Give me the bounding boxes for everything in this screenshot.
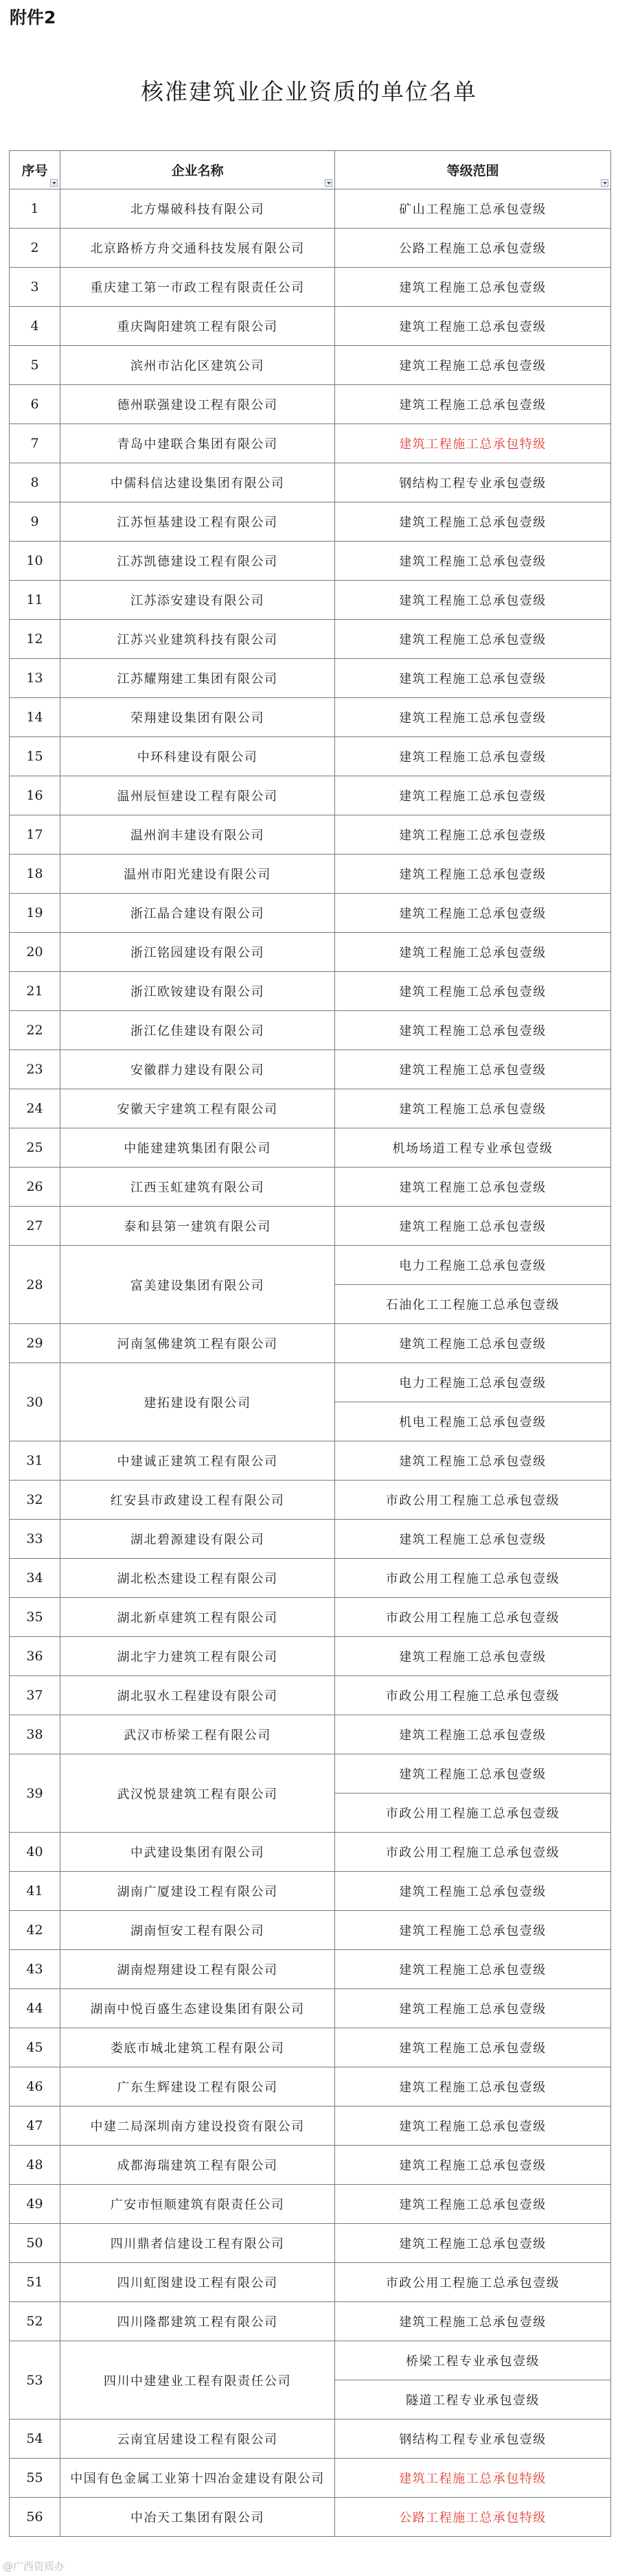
cell-qualification-level: 建筑工程施工总承包壹级 xyxy=(335,2107,611,2146)
cell-company-name: 中儒科信达建设集团有限公司 xyxy=(60,463,335,502)
cell-company-name: 温州润丰建设有限公司 xyxy=(60,815,335,855)
table-row xyxy=(10,1911,611,1950)
table-row xyxy=(10,2420,611,2459)
cell-seq: 25 xyxy=(10,1128,60,1168)
cell-company-name: 温州市阳光建设有限公司 xyxy=(60,855,335,894)
cell-company-name: 湖南中悦百盛生态建设集团有限公司 xyxy=(60,1989,335,2028)
cell-qualification-level: 建筑工程施工总承包壹级 xyxy=(335,1011,611,1050)
cell-seq: 46 xyxy=(10,2067,60,2107)
cell-seq: 29 xyxy=(10,1324,60,1363)
cell-qualification-level: 建筑工程施工总承包壹级 xyxy=(335,2224,611,2263)
cell-qualification-level: 建筑工程施工总承包壹级 xyxy=(335,1207,611,1246)
cell-company-name: 江苏凯德建设工程有限公司 xyxy=(60,542,335,581)
table-row xyxy=(10,855,611,894)
table-row xyxy=(10,1833,611,1872)
cell-qualification-level: 建筑工程施工总承包壹级 xyxy=(335,1050,611,1089)
cell-company-name: 中环科建设有限公司 xyxy=(60,737,335,776)
cell-qualification-level: 建筑工程施工总承包壹级 xyxy=(335,1754,611,1794)
table-row xyxy=(10,1089,611,1128)
cell-company-name: 中能建建筑集团有限公司 xyxy=(60,1128,335,1168)
table-row xyxy=(10,972,611,1011)
cell-seq: 49 xyxy=(10,2185,60,2224)
cell-seq: 18 xyxy=(10,855,60,894)
cell-seq: 2 xyxy=(10,229,60,268)
cell-qualification-level: 隧道工程专业承包壹级 xyxy=(335,2380,611,2420)
cell-qualification-level: 建筑工程施工总承包壹级 xyxy=(335,1989,611,2028)
table-row xyxy=(10,2224,611,2263)
table-row xyxy=(10,2498,611,2537)
cell-qualification-level: 矿山工程施工总承包壹级 xyxy=(335,189,611,229)
cell-company-name: 成都海瑞建筑工程有限公司 xyxy=(60,2146,335,2185)
cell-company-name: 江苏兴业建筑科技有限公司 xyxy=(60,620,335,659)
cell-seq: 11 xyxy=(10,581,60,620)
cell-company-name: 荣翔建设集团有限公司 xyxy=(60,698,335,737)
cell-seq: 3 xyxy=(10,268,60,307)
cell-seq: 56 xyxy=(10,2498,60,2537)
table-row xyxy=(10,189,611,229)
table-row xyxy=(10,815,611,855)
table-row xyxy=(10,698,611,737)
filter-dropdown-icon[interactable] xyxy=(601,179,608,187)
cell-company-name: 浙江欧铵建设有限公司 xyxy=(60,972,335,1011)
table-row xyxy=(10,502,611,542)
cell-qualification-level: 建筑工程施工总承包壹级 xyxy=(335,737,611,776)
cell-seq: 30 xyxy=(10,1363,60,1441)
cell-seq: 37 xyxy=(10,1676,60,1715)
cell-qualification-level: 建筑工程施工总承包壹级 xyxy=(335,2028,611,2067)
table-row xyxy=(10,2185,611,2224)
header-seq-label: 序号 xyxy=(21,163,48,178)
cell-seq: 44 xyxy=(10,1989,60,2028)
cell-qualification-level: 钢结构工程专业承包壹级 xyxy=(335,463,611,502)
cell-seq: 38 xyxy=(10,1715,60,1754)
cell-seq: 33 xyxy=(10,1520,60,1559)
table-row xyxy=(10,2459,611,2498)
cell-seq: 43 xyxy=(10,1950,60,1989)
cell-qualification-level: 钢结构工程专业承包壹级 xyxy=(335,2420,611,2459)
cell-seq: 31 xyxy=(10,1441,60,1481)
cell-company-name: 四川鼎者信建设工程有限公司 xyxy=(60,2224,335,2263)
cell-seq: 22 xyxy=(10,1011,60,1050)
cell-seq: 8 xyxy=(10,463,60,502)
table-row xyxy=(10,1246,611,1285)
table-header-row xyxy=(10,151,611,189)
table-row xyxy=(10,776,611,815)
cell-company-name: 河南氢佛建筑工程有限公司 xyxy=(60,1324,335,1363)
cell-seq: 6 xyxy=(10,385,60,424)
cell-seq: 52 xyxy=(10,2302,60,2341)
cell-seq: 23 xyxy=(10,1050,60,1089)
table-row xyxy=(10,1324,611,1363)
table-row xyxy=(10,1011,611,1050)
table-row xyxy=(10,894,611,933)
cell-seq: 42 xyxy=(10,1911,60,1950)
cell-seq: 39 xyxy=(10,1754,60,1833)
cell-company-name: 泰和县第一建筑有限公司 xyxy=(60,1207,335,1246)
cell-seq: 15 xyxy=(10,737,60,776)
cell-qualification-level: 建筑工程施工总承包壹级 xyxy=(335,698,611,737)
cell-qualification-level: 建筑工程施工总承包壹级 xyxy=(335,1441,611,1481)
cell-company-name: 湖南广厦建设工程有限公司 xyxy=(60,1872,335,1911)
cell-company-name: 德州联强建设工程有限公司 xyxy=(60,385,335,424)
cell-seq: 35 xyxy=(10,1598,60,1637)
cell-qualification-level: 建筑工程施工总承包壹级 xyxy=(335,1911,611,1950)
table-row xyxy=(10,1754,611,1794)
cell-company-name: 北京路桥方舟交通科技发展有限公司 xyxy=(60,229,335,268)
cell-seq: 34 xyxy=(10,1559,60,1598)
cell-seq: 1 xyxy=(10,189,60,229)
table-row xyxy=(10,346,611,385)
cell-seq: 19 xyxy=(10,894,60,933)
cell-company-name: 江苏耀翔建工集团有限公司 xyxy=(60,659,335,698)
cell-company-name: 武汉市桥梁工程有限公司 xyxy=(60,1715,335,1754)
cell-company-name: 江苏恒基建设工程有限公司 xyxy=(60,502,335,542)
cell-qualification-level: 建筑工程施工总承包壹级 xyxy=(335,1872,611,1911)
cell-seq: 40 xyxy=(10,1833,60,1872)
cell-qualification-level: 建筑工程施工总承包壹级 xyxy=(335,1520,611,1559)
cell-qualification-level: 市政公用工程施工总承包壹级 xyxy=(335,2263,611,2302)
cell-seq: 12 xyxy=(10,620,60,659)
table-row xyxy=(10,659,611,698)
cell-company-name: 安徽群力建设有限公司 xyxy=(60,1050,335,1089)
cell-seq: 16 xyxy=(10,776,60,815)
table-row xyxy=(10,1441,611,1481)
cell-seq: 13 xyxy=(10,659,60,698)
table-row xyxy=(10,620,611,659)
cell-qualification-level: 建筑工程施工总承包壹级 xyxy=(335,542,611,581)
cell-company-name: 广安市恒顺建筑有限责任公司 xyxy=(60,2185,335,2224)
cell-qualification-level: 建筑工程施工总承包壹级 xyxy=(335,1168,611,1207)
cell-company-name: 滨州市沾化区建筑公司 xyxy=(60,346,335,385)
cell-seq: 7 xyxy=(10,424,60,463)
table-row xyxy=(10,1637,611,1676)
cell-seq: 14 xyxy=(10,698,60,737)
cell-company-name: 江苏添安建设有限公司 xyxy=(60,581,335,620)
cell-qualification-level: 机电工程施工总承包壹级 xyxy=(335,1402,611,1441)
cell-seq: 50 xyxy=(10,2224,60,2263)
cell-seq: 41 xyxy=(10,1872,60,1911)
cell-seq: 24 xyxy=(10,1089,60,1128)
cell-seq: 48 xyxy=(10,2146,60,2185)
cell-company-name: 湖南煜翔建设工程有限公司 xyxy=(60,1950,335,1989)
cell-qualification-level: 公路工程施工总承包壹级 xyxy=(335,229,611,268)
cell-company-name: 广东生辉建设工程有限公司 xyxy=(60,2067,335,2107)
cell-qualification-level: 建筑工程施工总承包壹级 xyxy=(335,2146,611,2185)
table-row xyxy=(10,307,611,346)
cell-qualification-level: 市政公用工程施工总承包壹级 xyxy=(335,1794,611,1833)
cell-seq: 21 xyxy=(10,972,60,1011)
cell-seq: 4 xyxy=(10,307,60,346)
cell-qualification-level: 建筑工程施工总承包壹级 xyxy=(335,1715,611,1754)
header-seq xyxy=(10,151,60,189)
cell-company-name: 中建二局深圳南方建设投资有限公司 xyxy=(60,2107,335,2146)
cell-company-name: 中冶天工集团有限公司 xyxy=(60,2498,335,2537)
cell-company-name: 中国有色金属工业第十四冶金建设有限公司 xyxy=(60,2459,335,2498)
cell-qualification-level: 电力工程施工总承包壹级 xyxy=(335,1246,611,1285)
table-body xyxy=(10,189,611,2537)
table-row xyxy=(10,2341,611,2380)
table-row xyxy=(10,1989,611,2028)
cell-company-name: 重庆陶阳建筑工程有限公司 xyxy=(60,307,335,346)
cell-seq: 54 xyxy=(10,2420,60,2459)
cell-qualification-level: 建筑工程施工总承包壹级 xyxy=(335,1089,611,1128)
table-row xyxy=(10,2028,611,2067)
cell-company-name: 安徽天宇建筑工程有限公司 xyxy=(60,1089,335,1128)
cell-qualification-level: 建筑工程施工总承包壹级 xyxy=(335,2067,611,2107)
cell-company-name: 四川隆都建筑工程有限公司 xyxy=(60,2302,335,2341)
cell-qualification-level: 建筑工程施工总承包特级 xyxy=(335,424,611,463)
table-row xyxy=(10,2146,611,2185)
cell-company-name: 四川中建建业工程有限责任公司 xyxy=(60,2341,335,2420)
cell-qualification-level: 建筑工程施工总承包壹级 xyxy=(335,815,611,855)
table-row xyxy=(10,463,611,502)
cell-qualification-level: 建筑工程施工总承包壹级 xyxy=(335,2185,611,2224)
cell-qualification-level: 建筑工程施工总承包壹级 xyxy=(335,1637,611,1676)
cell-qualification-level: 桥梁工程专业承包壹级 xyxy=(335,2341,611,2380)
table-row xyxy=(10,385,611,424)
cell-qualification-level: 建筑工程施工总承包特级 xyxy=(335,2459,611,2498)
cell-company-name: 湖北宇力建筑工程有限公司 xyxy=(60,1637,335,1676)
cell-qualification-level: 建筑工程施工总承包壹级 xyxy=(335,855,611,894)
cell-qualification-level: 机场场道工程专业承包壹级 xyxy=(335,1128,611,1168)
cell-seq: 45 xyxy=(10,2028,60,2067)
table-row xyxy=(10,1520,611,1559)
cell-qualification-level: 市政公用工程施工总承包壹级 xyxy=(335,1676,611,1715)
cell-qualification-level: 建筑工程施工总承包壹级 xyxy=(335,581,611,620)
cell-seq: 53 xyxy=(10,2341,60,2420)
cell-qualification-level: 建筑工程施工总承包壹级 xyxy=(335,1950,611,1989)
cell-qualification-level: 石油化工工程施工总承包壹级 xyxy=(335,1285,611,1324)
cell-qualification-level: 市政公用工程施工总承包壹级 xyxy=(335,1559,611,1598)
cell-seq: 47 xyxy=(10,2107,60,2146)
table-row xyxy=(10,1676,611,1715)
table-row xyxy=(10,268,611,307)
attachment-label: 附件2 xyxy=(10,8,56,27)
cell-seq: 32 xyxy=(10,1481,60,1520)
cell-company-name: 四川虹图建设工程有限公司 xyxy=(60,2263,335,2302)
table-row xyxy=(10,1207,611,1246)
cell-company-name: 湖北驭水工程建设有限公司 xyxy=(60,1676,335,1715)
cell-qualification-level: 建筑工程施工总承包壹级 xyxy=(335,894,611,933)
cell-seq: 51 xyxy=(10,2263,60,2302)
cell-company-name: 重庆建工第一市政工程有限责任公司 xyxy=(60,268,335,307)
cell-seq: 28 xyxy=(10,1246,60,1324)
cell-qualification-level: 建筑工程施工总承包壹级 xyxy=(335,659,611,698)
cell-company-name: 湖南恒安工程有限公司 xyxy=(60,1911,335,1950)
table-row xyxy=(10,424,611,463)
table-row xyxy=(10,2107,611,2146)
cell-qualification-level: 电力工程施工总承包壹级 xyxy=(335,1363,611,1402)
cell-seq: 17 xyxy=(10,815,60,855)
cell-seq: 27 xyxy=(10,1207,60,1246)
header-level xyxy=(335,151,611,189)
table-row xyxy=(10,229,611,268)
cell-company-name: 中武建设集团有限公司 xyxy=(60,1833,335,1872)
table-row xyxy=(10,1559,611,1598)
cell-qualification-level: 建筑工程施工总承包壹级 xyxy=(335,972,611,1011)
cell-qualification-level: 建筑工程施工总承包壹级 xyxy=(335,385,611,424)
cell-qualification-level: 建筑工程施工总承包壹级 xyxy=(335,776,611,815)
table-row xyxy=(10,2302,611,2341)
table-row xyxy=(10,1715,611,1754)
cell-seq: 5 xyxy=(10,346,60,385)
table-row xyxy=(10,1950,611,1989)
cell-qualification-level: 建筑工程施工总承包壹级 xyxy=(335,502,611,542)
cell-company-name: 浙江铭园建设有限公司 xyxy=(60,933,335,972)
cell-company-name: 湖北新卓建筑工程有限公司 xyxy=(60,1598,335,1637)
table-row xyxy=(10,1598,611,1637)
table-row xyxy=(10,1363,611,1402)
cell-qualification-level: 建筑工程施工总承包壹级 xyxy=(335,2302,611,2341)
cell-company-name: 温州辰恒建设工程有限公司 xyxy=(60,776,335,815)
cell-qualification-level: 市政公用工程施工总承包壹级 xyxy=(335,1481,611,1520)
table-row xyxy=(10,737,611,776)
cell-qualification-level: 市政公用工程施工总承包壹级 xyxy=(335,1833,611,1872)
table-row xyxy=(10,542,611,581)
cell-seq: 9 xyxy=(10,502,60,542)
table-row xyxy=(10,933,611,972)
cell-company-name: 红安县市政建设工程有限公司 xyxy=(60,1481,335,1520)
cell-qualification-level: 建筑工程施工总承包壹级 xyxy=(335,307,611,346)
table-row xyxy=(10,2067,611,2107)
watermark: @广西资质办 xyxy=(3,2560,65,2573)
cell-company-name: 北方爆破科技有限公司 xyxy=(60,189,335,229)
table-row xyxy=(10,581,611,620)
cell-company-name: 娄底市城北建筑工程有限公司 xyxy=(60,2028,335,2067)
table-row xyxy=(10,1872,611,1911)
cell-company-name: 建拓建设有限公司 xyxy=(60,1363,335,1441)
cell-company-name: 湖北松杰建设工程有限公司 xyxy=(60,1559,335,1598)
cell-qualification-level: 建筑工程施工总承包壹级 xyxy=(335,620,611,659)
cell-company-name: 浙江晶合建设有限公司 xyxy=(60,894,335,933)
cell-qualification-level: 公路工程施工总承包特级 xyxy=(335,2498,611,2537)
cell-company-name: 江西玉虹建筑有限公司 xyxy=(60,1168,335,1207)
cell-company-name: 武汉悦景建筑工程有限公司 xyxy=(60,1754,335,1833)
cell-seq: 36 xyxy=(10,1637,60,1676)
cell-seq: 55 xyxy=(10,2459,60,2498)
cell-qualification-level: 建筑工程施工总承包壹级 xyxy=(335,1324,611,1363)
cell-qualification-level: 建筑工程施工总承包壹级 xyxy=(335,346,611,385)
table-row xyxy=(10,1050,611,1089)
table-row xyxy=(10,1168,611,1207)
cell-company-name: 中建诚正建筑工程有限公司 xyxy=(60,1441,335,1481)
cell-company-name: 云南宜居建设工程有限公司 xyxy=(60,2420,335,2459)
table-row xyxy=(10,1128,611,1168)
header-name xyxy=(60,151,335,189)
table-row xyxy=(10,2263,611,2302)
cell-company-name: 湖北碧源建设有限公司 xyxy=(60,1520,335,1559)
table-row xyxy=(10,1481,611,1520)
filter-dropdown-icon[interactable] xyxy=(50,179,58,187)
cell-company-name: 富美建设集团有限公司 xyxy=(60,1246,335,1324)
cell-company-name: 青岛中建联合集团有限公司 xyxy=(60,424,335,463)
cell-qualification-level: 建筑工程施工总承包壹级 xyxy=(335,933,611,972)
qualification-table xyxy=(9,150,611,2537)
cell-qualification-level: 市政公用工程施工总承包壹级 xyxy=(335,1598,611,1637)
cell-company-name: 浙江亿佳建设有限公司 xyxy=(60,1011,335,1050)
cell-qualification-level: 建筑工程施工总承包壹级 xyxy=(335,268,611,307)
filter-dropdown-icon[interactable] xyxy=(325,179,332,187)
cell-seq: 10 xyxy=(10,542,60,581)
cell-seq: 26 xyxy=(10,1168,60,1207)
cell-seq: 20 xyxy=(10,933,60,972)
header-level-label: 等级范围 xyxy=(446,163,499,178)
header-name-label: 企业名称 xyxy=(171,163,224,178)
page-title: 核准建筑业企业资质的单位名单 xyxy=(141,78,477,105)
